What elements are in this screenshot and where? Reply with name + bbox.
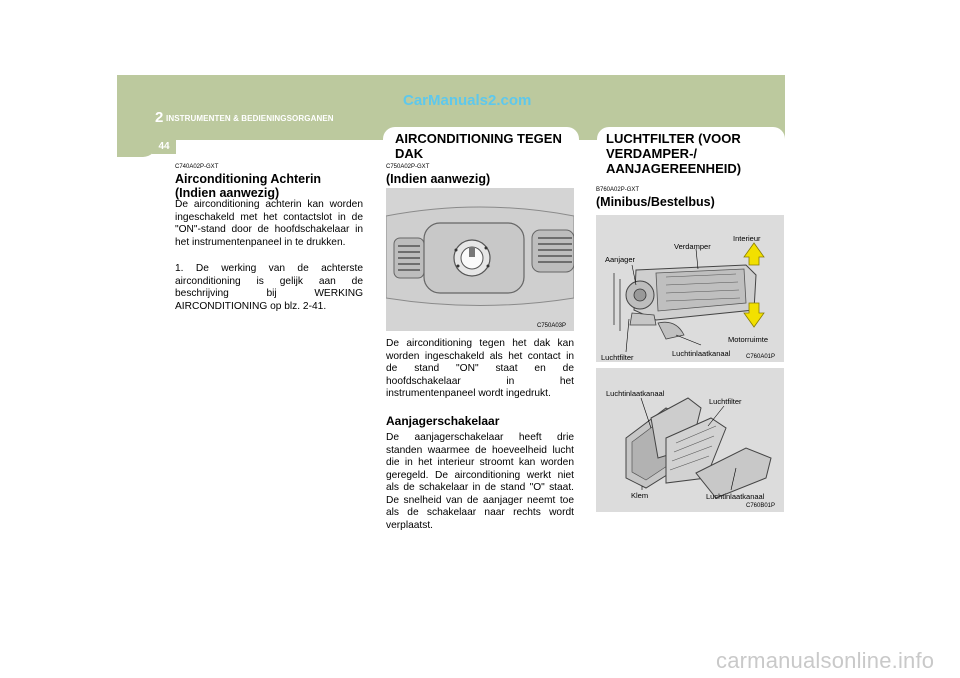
- col3-heading: (Minibus/Bestelbus): [596, 195, 715, 209]
- label-luchtinlaatkanaal-bottom: Luchtinlaatkanaal: [706, 492, 765, 501]
- col2-heading: (Indien aanwezig): [386, 172, 491, 186]
- label-luchtinlaatkanaal-top: Luchtinlaatkanaal: [606, 389, 665, 398]
- label-luchtfilter-2: Luchtfilter: [709, 397, 742, 406]
- label-klem: Klem: [631, 491, 649, 500]
- roof-ac-figure-code: C750A03P: [537, 323, 567, 329]
- col2-subheading: Aanjagerschakelaar: [386, 414, 500, 428]
- filter-figure-1-code: C760A01P: [746, 354, 776, 360]
- page-number: 44: [152, 140, 176, 154]
- label-luchtinlaatkanaal: Luchtinlaatkanaal: [672, 349, 731, 358]
- label-aanjager: Aanjager: [605, 255, 636, 264]
- col2-para1: De airconditioning tegen het dak kan worden ingeschakeld als het contact in de stand "ON" staat en de hoofdschakelaar in het instrumentenpaneel wordt ingedrukt.: [386, 338, 574, 399]
- col3-section-title: LUCHTFILTER (VOOR VERDAMPER-/ AANJAGEREENHEID): [606, 131, 742, 176]
- label-motorruimte: Motorruimte: [728, 335, 769, 344]
- col2-section-title: AIRCONDITIONING TEGEN DAK: [395, 131, 562, 161]
- label-interieur: Interieur: [733, 234, 761, 243]
- chapter-number: 2: [155, 109, 164, 126]
- col1-para2: 1. De werking van de achterste airconditioning is gelijk aan de beschrijving bij WERKING AIRCONDITIONING op blz. 2-41.: [175, 263, 363, 312]
- filter-figure-2-code: C760B01P: [746, 503, 776, 509]
- col1-para1: De airconditioning achterin kan worden ingeschakeld met het contactslot in de "ON"-stand door de hoofdschakelaar in het instrumentenpaneel in te drukken.: [175, 199, 363, 248]
- col2-para2: De aanjagerschakelaar heeft drie standen waarmee de hoeveelheid lucht die in het interieur stroomt kan worden geregeld. De airconditioning werkt niet als de schakelaar in de stand "O" staat. De snelheid van de aanjager neemt toe als de schakelaar naar rechts wordt verplaatst.: [386, 432, 574, 531]
- page-number-tab: [117, 135, 157, 157]
- roof-ac-illustration: [386, 188, 574, 331]
- footer-watermark[interactable]: carmanualsonline.info: [716, 648, 935, 673]
- label-luchtfilter: Luchtfilter: [601, 353, 634, 362]
- col3-code: B760A02P-GXT: [596, 187, 640, 193]
- roof-ac-figure: [386, 188, 574, 331]
- watermark-logo[interactable]: CarManuals2.com: [403, 92, 532, 109]
- col2-code: C750A02P-GXT: [386, 164, 430, 170]
- col1-code: C740A02P-GXT: [175, 164, 219, 170]
- label-verdamper: Verdamper: [674, 242, 711, 251]
- col1-heading: Airconditioning Achterin (Indien aanwezig): [175, 172, 322, 200]
- chapter-title: INSTRUMENTEN & BEDIENINGSORGANEN: [166, 114, 334, 123]
